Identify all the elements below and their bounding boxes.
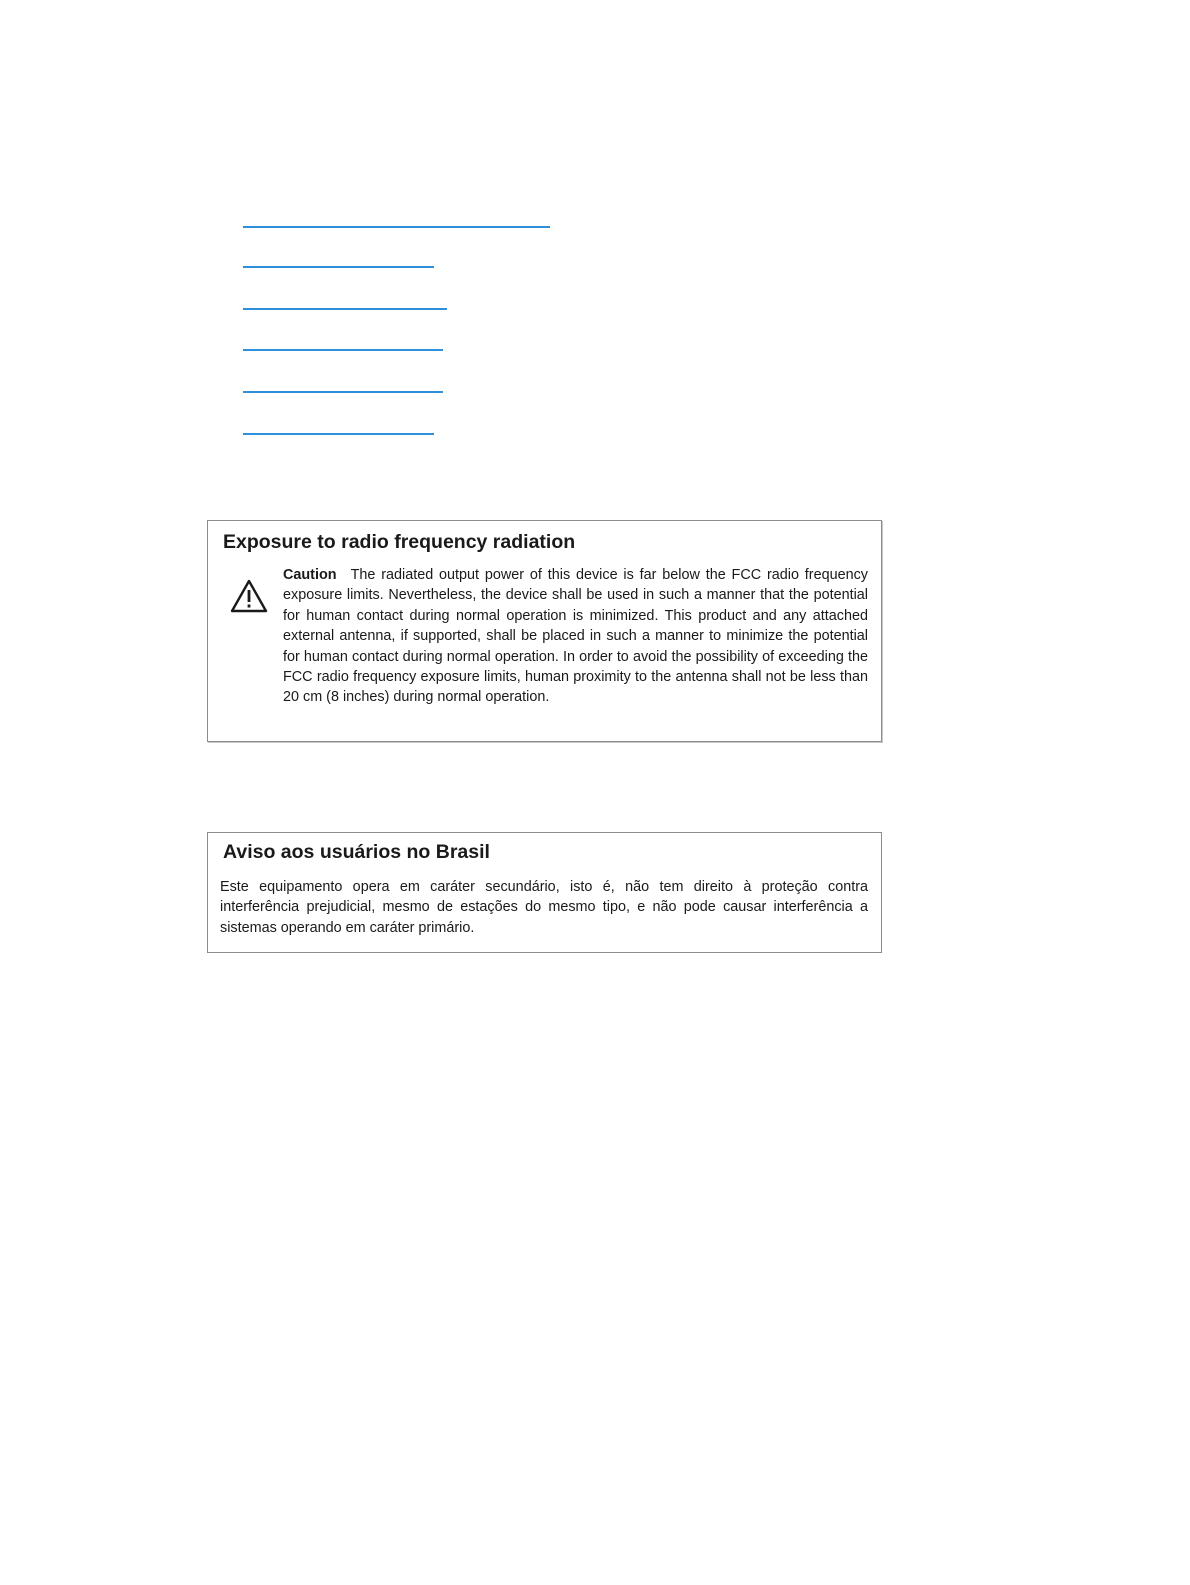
caution-label: Caution bbox=[283, 567, 337, 583]
toc-link-2[interactable] bbox=[243, 266, 434, 268]
toc-link-3[interactable] bbox=[243, 308, 447, 310]
caution-paragraph bbox=[283, 565, 868, 708]
brazil-notice-title: Aviso aos usuários no Brasil bbox=[223, 841, 490, 863]
caution-text: The radiated output power of this device is far below the FCC radio frequency exposure limits. Nevertheless, the device shall be used in such a manner that the potential for human contact during normal operation is minimized. This product and any attached external antenna, if supported, shall be placed in such a manner to minimize the potential for human contact during normal operation. In order to avoid the possibility of exceeding the FCC radio frequency exposure limits, human proximity to the antenna shall not be less than 20 cm (8 inches) during normal operation. bbox=[283, 567, 868, 706]
brazil-notice-text: Este equipamento opera em caráter secundário, isto é, não tem direito à proteção contra interferência prejudicial, mesmo de estações do mesmo tipo, e não pode causar interferência a sistemas operando em caráter primário. bbox=[220, 879, 868, 936]
toc-link-5[interactable] bbox=[243, 391, 443, 393]
rf-exposure-notice bbox=[207, 520, 882, 742]
toc-link-1[interactable] bbox=[243, 226, 550, 228]
toc-link-4[interactable] bbox=[243, 349, 443, 351]
toc-link-6[interactable] bbox=[243, 433, 434, 435]
brazil-users-notice bbox=[207, 832, 882, 953]
warning-triangle-icon bbox=[230, 579, 268, 613]
rf-exposure-title: Exposure to radio frequency radiation bbox=[223, 531, 576, 553]
